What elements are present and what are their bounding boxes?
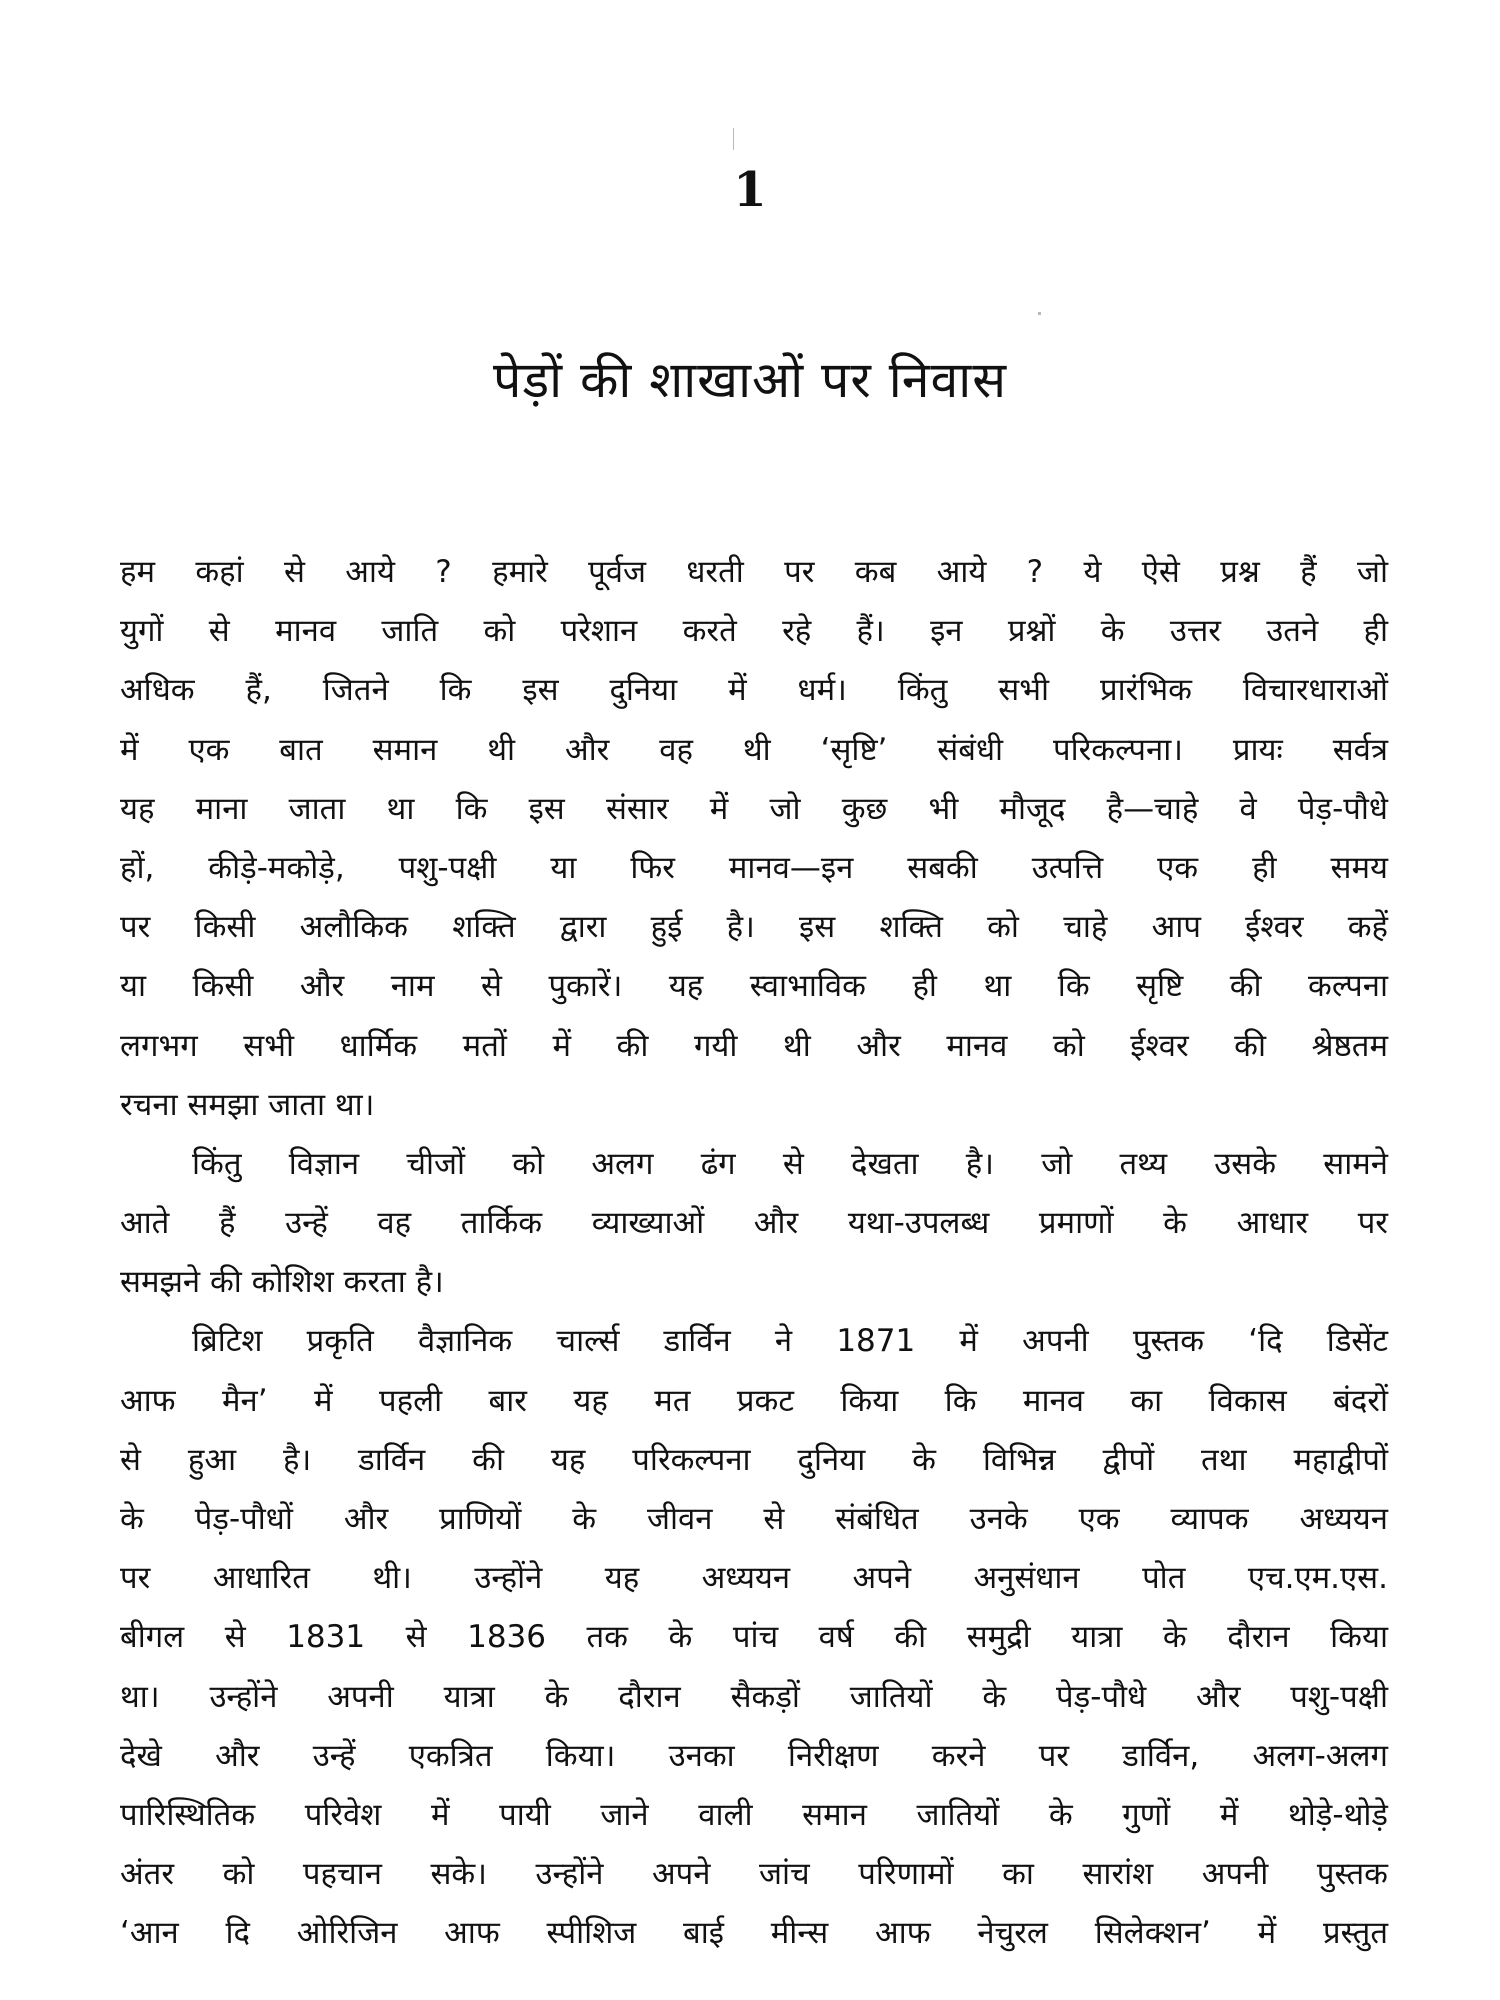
body-text [120,543,1388,1964]
chapter-title: पेड़ों की शाखाओं पर निवास [492,351,1008,409]
text-line: हों, कीड़े-मकोड़े, पशु-पक्षी या फिर मानव—इन सबकी उत्पत्ति एक ही समय [120,849,1388,886]
text-line: था। उन्होंने अपनी यात्रा के दौरान सैकड़ों जातियों के पेड़-पौधे और पशु-पक्षी [120,1678,1388,1715]
text-line: आफ मैन’ में पहली बार यह मत प्रकट किया कि मानव का विकास बंदरों [120,1382,1388,1419]
text-line: लगभग सभी धार्मिक मतों में की गयी थी और मानव को ईश्वर की श्रेष्ठतम [120,1027,1388,1064]
text-line: किंतु विज्ञान चीजों को अलग ढंग से देखता है। जो तथ्य उसके सामने [192,1145,1388,1182]
text-line: अंतर को पहचान सके। उन्होंने अपने जांच परिणामों का सारांश अपनी पुस्तक [120,1856,1388,1893]
chapter-number: 1 [733,162,767,218]
text-line: पर आधारित थी। उन्होंने यह अध्ययन अपने अनुसंधान पोत एच.एम.एस. [120,1560,1388,1597]
text-line: देखे और उन्हें एकत्रित किया। उनका निरीक्षण करने पर डार्विन, अलग-अलग [120,1737,1388,1774]
text-line: पारिस्थितिक परिवेश में पायी जाने वाली समान जातियों के गुणों में थोड़े-थोड़े [120,1796,1388,1833]
scan-artifact-dot [1038,312,1041,315]
text-line: में एक बात समान थी और वह थी ‘सृष्टि’ संबंधी परिकल्पना। प्रायः सर्वत्र [120,731,1388,768]
text-line: रचना समझा जाता था। [120,1086,375,1123]
paragraph-3 [120,1312,1388,1963]
paragraph-2 [120,1135,1388,1313]
text-line: या किसी और नाम से पुकारें। यह स्वाभाविक ही था कि सृष्टि की कल्पना [120,968,1388,1005]
text-line: बीगल से 1831 से 1836 तक के पांच वर्ष की समुद्री यात्रा के दौरान किया [120,1619,1388,1656]
text-line: ‘आन दि ओरिजिन आफ स्पीशिज बाई मीन्स आफ नेचुरल सिलेक्शन’ में प्रस्तुत [120,1915,1388,1952]
text-line: समझने की कोशिश करता है। [120,1264,444,1301]
text-line: आते हैं उन्हें वह तार्किक व्याख्याओं और यथा-उपलब्ध प्रमाणों के आधार पर [120,1205,1388,1242]
text-line: यह माना जाता था कि इस संसार में जो कुछ भी मौजूद है—चाहे वे पेड़-पौधे [120,790,1388,827]
text-line: युगों से मानव जाति को परेशान करते रहे हैं। इन प्रश्नों के उत्तर उतने ही [120,613,1388,650]
text-line: हम कहां से आये ? हमारे पूर्वज धरती पर कब आये ? ये ऐसे प्रश्न हैं जो [120,554,1388,590]
scan-artifact-line [733,128,734,150]
text-line: से हुआ है। डार्विन की यह परिकल्पना दुनिया के विभिन्न द्वीपों तथा महाद्वीपों [120,1441,1388,1478]
text-line: पर किसी अलौकिक शक्ति द्वारा हुई है। इस शक्ति को चाहे आप ईश्वर कहें [120,909,1388,946]
paragraph-1 [120,543,1388,1135]
text-line: के पेड़-पौधों और प्राणियों के जीवन से संबंधित उनके एक व्यापक अध्ययन [120,1501,1388,1537]
text-line: अधिक हैं, जितने कि इस दुनिया में धर्म। किंतु सभी प्रारंभिक विचारधाराओं [120,672,1388,709]
text-line: ब्रिटिश प्रकृति वैज्ञानिक चार्ल्स डार्विन ने 1871 में अपनी पुस्तक ‘दि डिसेंट [192,1323,1388,1360]
